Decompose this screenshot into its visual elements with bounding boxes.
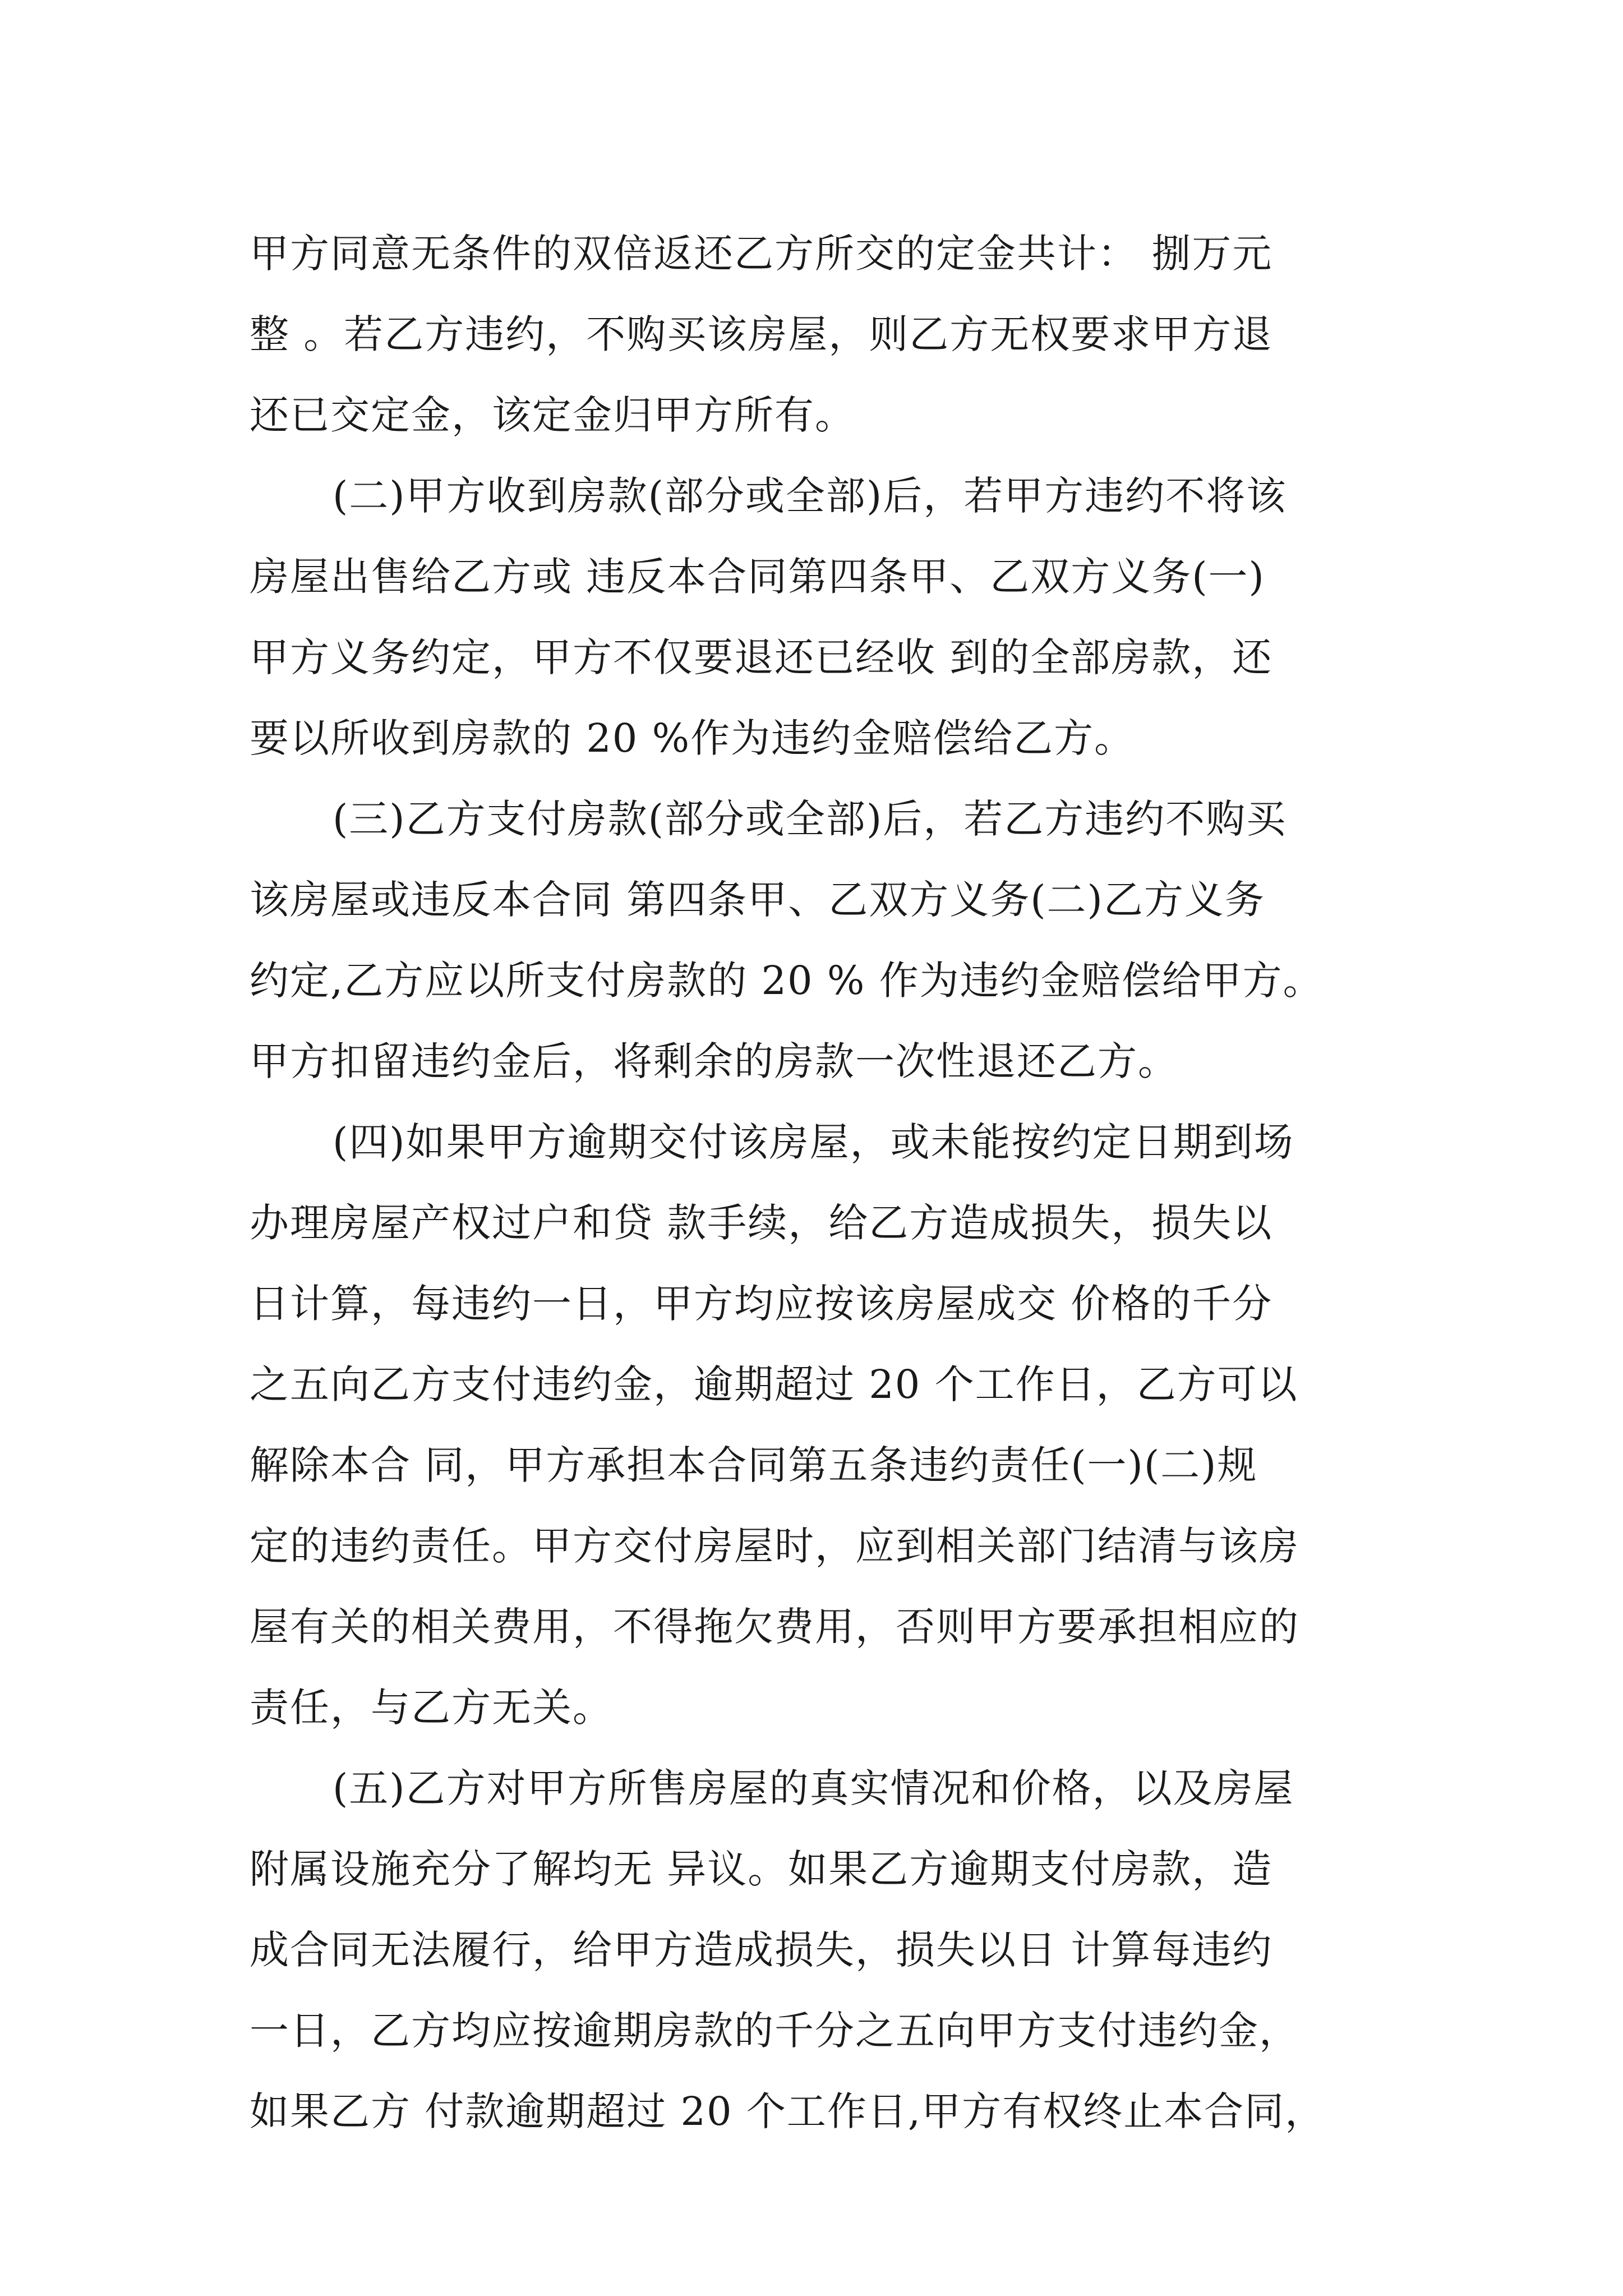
text-line: 还已交定金，该定金归甲方所有。	[250, 392, 855, 438]
text-line: 之五向乙方支付违约金，逾期超过 20 个工作日，乙方可以	[250, 1361, 1298, 1407]
text-line: 定的违约责任。甲方交付房屋时，应到相关部门结清与该房	[250, 1523, 1299, 1569]
text-line: 日计算，每违约一日，甲方均应按该房屋成交 价格的千分	[250, 1281, 1273, 1327]
text-line: 约定,乙方应以所支付房款的 20 % 作为违约金赔偿给甲方。	[250, 958, 1324, 1004]
text-line: 解除本合 同，甲方承担本合同第五条违约责任(一)(二)规	[250, 1442, 1258, 1488]
text-line: 整 。若乙方违约，不购买该房屋，则乙方无权要求甲方退	[250, 311, 1273, 357]
text-line: 屋有关的相关费用，不得拖欠费用，否则甲方要承担相应的	[250, 1604, 1299, 1650]
paragraph-first-line: (三)乙方支付房款(部分或全部)后，若乙方违约不购买	[333, 796, 1287, 842]
text-line: 该房屋或违反本合同 第四条甲、乙双方义务(二)乙方义务	[250, 877, 1265, 923]
paragraph-first-line: (五)乙方对甲方所售房屋的真实情况和价格，以及房屋	[333, 1765, 1294, 1811]
text-line: 附属设施充分了解均无 异议。如果乙方逾期支付房款，造	[250, 1846, 1273, 1892]
text-line: 甲方同意无条件的双倍返还乙方所交的定金共计： 捌万元	[250, 231, 1273, 277]
text-line: 甲方义务约定，甲方不仅要退还已经收 到的全部房款，还	[250, 634, 1273, 680]
text-line: 甲方扣留违约金后，将剩余的房款一次性退还乙方。	[250, 1038, 1178, 1084]
text-line: 责任，与乙方无关。	[250, 1685, 613, 1731]
paragraph-first-line: (四)如果甲方逾期交付该房屋，或未能按约定日期到场	[333, 1119, 1294, 1165]
text-line: 办理房屋产权过户和贷 款手续，给乙方造成损失，损失以	[250, 1200, 1273, 1246]
text-line: 房屋出售给乙方或 违反本合同第四条甲、乙双方义务(一)	[250, 554, 1265, 600]
text-line: 要以所收到房款的 20 %作为违约金赔偿给乙方。	[250, 715, 1135, 761]
paragraph-first-line: (二)甲方收到房款(部分或全部)后，若甲方违约不将该	[333, 473, 1287, 519]
text-line: 一日，乙方均应按逾期房款的千分之五向甲方支付违约金，	[250, 2008, 1299, 2054]
contract-text	[250, 213, 1382, 2152]
text-line: 成合同无法履行，给甲方造成损失，损失以日 计算每违约	[250, 1927, 1273, 1973]
text-line: 如果乙方 付款逾期超过 20 个工作日,甲方有权终止本合同，	[250, 2088, 1326, 2134]
